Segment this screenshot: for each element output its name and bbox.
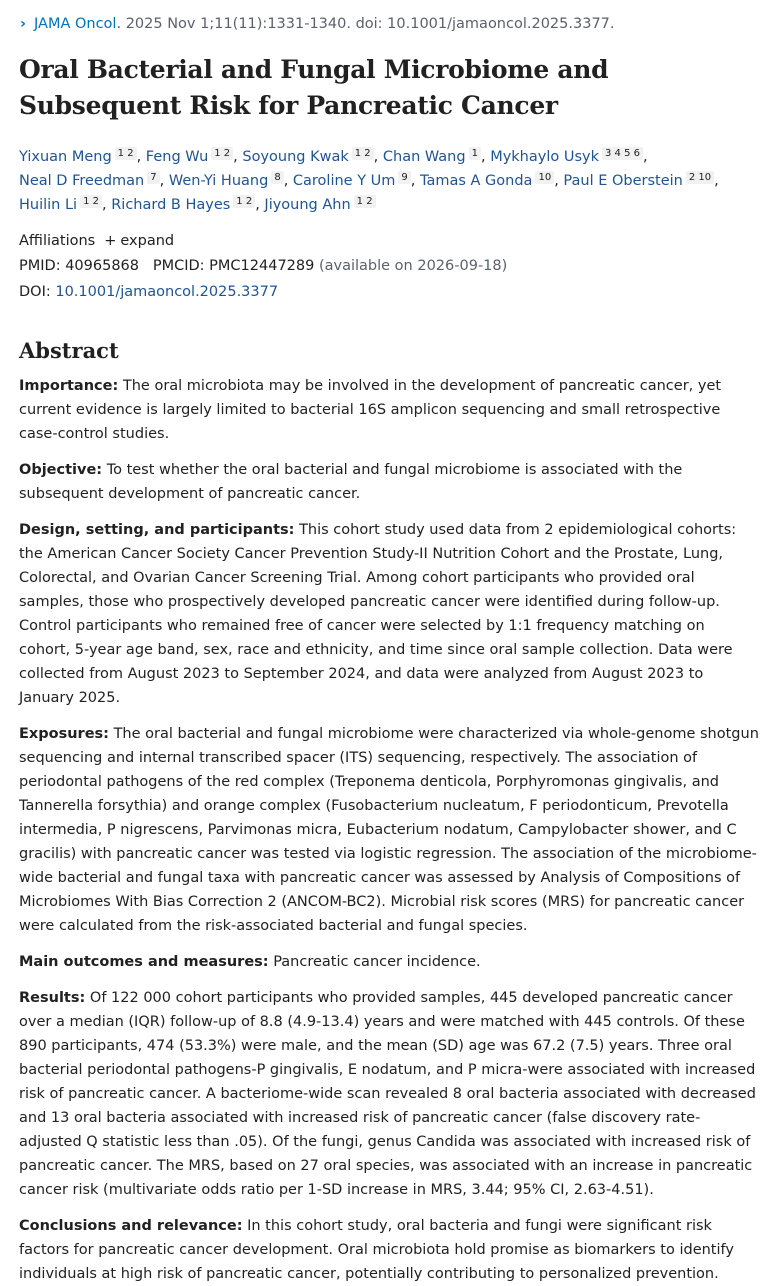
abstract-section — [19, 950, 759, 974]
section-text: The oral bacterial and fungal microbiome were characterized via whole-genome shotgun sequencing and internal transcribed spacer (ITS) sequencing, respectively. The association of periodontal pathogens of the red complex (Treponema denticola, Porphyromonas gingivalis, and Tannerella forsythia) and orange complex (Fusobacterium nucleatum, F periodonticum, Prevotella intermedia, P nigrescens, Parvimonas micra, Eubacterium nodatum, Campylobacter shower, and C gracilis) with pancreatic cancer was tested via logistic regression. The association of the microbiome-wide bacterial and fungal taxa with pancreatic cancer was assessed by Analysis of Compositions of Microbiomes With Bias Correction 2 (ANCOM-BC2). Microbial risk scores (MRS) for pancreatic cancer were calculated from the risk-associated bacterial and fungal species. — [19, 726, 759, 934]
author-link[interactable]: Huilin Li — [19, 197, 78, 213]
author: Paul E Oberstein 2 10 , — [563, 172, 719, 189]
abstract-section — [19, 722, 759, 938]
doi-line — [19, 279, 759, 305]
doi-label: DOI: — [19, 284, 51, 300]
author: Neal D Freedman 7 , — [19, 172, 169, 189]
abstract-heading: Abstract — [19, 338, 119, 363]
affiliation-number[interactable]: 1 2 — [115, 147, 137, 160]
author-link[interactable]: Jiyoung Ahn — [264, 197, 351, 213]
author: Feng Wu 1 2 , — [145, 148, 243, 165]
author-link[interactable]: Wen-Yi Huang — [168, 173, 269, 189]
identifiers — [19, 253, 759, 305]
plus-icon[interactable]: + — [104, 233, 117, 249]
section-text: This cohort study used data from 2 epidemiological cohorts: the American Cancer Society Cancer Prevention Study-II Nutrition Cohort and the Prostate, Lung, Colorectal, and Ovarian Cancer Screening Trial. Among cohort participants who provided oral samples, those who prospectively developed pancreatic cancer were identified during follow-up. Control participants who remained free of cancer were selected by 1:1 frequency matching on cohort, 5-year age band, sex, race and ethnicity, and time since oral sample collection. Data were collected from August 2023 to September 2024, and data were analyzed from August 2023 to January 2025. — [19, 522, 737, 706]
section-label: Main outcomes and measures: — [19, 954, 269, 970]
pmcid-label: PMCID: — [152, 258, 205, 274]
affiliation-number[interactable]: 1 2 — [354, 195, 376, 208]
section-label: Conclusions and relevance: — [19, 1218, 243, 1234]
abstract-section — [19, 1214, 759, 1286]
abstract-body — [19, 374, 759, 1286]
section-label: Importance: — [19, 378, 119, 394]
abstract-section — [19, 518, 759, 710]
section-text: To test whether the oral bacterial and fungal microbiome is associated with the subsequent development of pancreatic cancer. — [19, 462, 683, 502]
article-title: Oral Bacterial and Fungal Microbiome and Subsequent Risk for Pancreatic Cancer — [19, 55, 609, 120]
availability-note: (available on 2026-09-18) — [318, 258, 508, 274]
section-text: Pancreatic cancer incidence. — [273, 954, 481, 970]
author-link[interactable]: Yixuan Meng — [19, 149, 112, 165]
id-line — [19, 253, 759, 279]
author-link[interactable]: Caroline Y Um — [292, 173, 396, 189]
author: Soyoung Kwak 1 2 , — [242, 148, 383, 165]
section-label: Objective: — [19, 462, 103, 478]
author-link[interactable]: Paul E Oberstein — [563, 173, 683, 189]
affiliation-number[interactable]: 8 — [271, 171, 283, 184]
author: Tamas A Gonda 10 , — [420, 172, 564, 189]
section-text: Of 122 000 cohort participants who provided samples, 445 developed pancreatic cancer over a median (IQR) follow-up of 8.8 (4.9-13.4) years and were matched with 445 controls. Of these 890 participants, 474 (53.3%) were male, and the mean (SD) age was 67.2 (7.5) years. Three oral bacterial periodontal pathogens-P gingivalis, E nodatum, and P micra-were associated with increased risk of pancreatic cancer. A bacteriome-wide scan revealed 8 oral bacteria associated with decreased and 13 oral bacteria associated with increased risk of pancreatic cancer (false discovery rate-adjusted Q statistic less than .05). Of the fungi, genus Candida was associated with increased risk of pancreatic cancer. The MRS, based on 27 oral species, was associated with an increase in pancreatic cancer risk (multivariate odds ratio per 1-SD increase in MRS, 3.44; 95% CI, 2.63-4.51). — [19, 990, 756, 1198]
author: Caroline Y Um 9 , — [292, 172, 421, 189]
citation-details: 2025 Nov 1;11(11):1331-1340. doi: 10.1001/jamaoncol.2025.3377. — [125, 16, 615, 32]
affiliation-number[interactable]: 2 10 — [686, 171, 714, 184]
section-text: In this cohort study, oral bacteria and fungi were significant risk factors for pancreatic cancer development. Oral microbiota hold promise as biomarkers to identify individuals at high risk of pancreatic cancer, potentially contributing to personalized prevention. — [19, 1218, 734, 1282]
author-link[interactable]: Soyoung Kwak — [242, 149, 349, 165]
abstract-section — [19, 458, 759, 506]
author-link[interactable]: Feng Wu — [145, 149, 209, 165]
expand-label[interactable]: expand — [120, 233, 175, 249]
chevron-right-icon[interactable]: › — [20, 16, 26, 32]
affiliation-number[interactable]: 1 2 — [80, 195, 102, 208]
affiliation-number[interactable]: 10 — [535, 171, 554, 184]
doi-link[interactable]: 10.1001/jamaoncol.2025.3377 — [55, 284, 279, 300]
author: Mykhaylo Usyk 3 4 5 6 , — [490, 148, 648, 165]
author: Richard B Hayes 1 2 , — [111, 196, 265, 213]
affiliations-toggle[interactable] — [19, 229, 759, 253]
abstract-section — [19, 374, 759, 446]
section-label: Exposures: — [19, 726, 109, 742]
affiliation-number[interactable]: 1 2 — [352, 147, 374, 160]
author-link[interactable]: Chan Wang — [382, 149, 466, 165]
author — [264, 197, 375, 213]
section-text: The oral microbiota may be involved in the development of pancreatic cancer, yet current evidence is largely limited to bacterial 16S amplicon sequencing and small retrospective case-control studies. — [19, 378, 722, 442]
author-list — [19, 145, 759, 217]
abstract-section — [19, 986, 759, 1202]
affiliation-number[interactable]: 7 — [147, 171, 159, 184]
affiliation-number[interactable]: 1 — [469, 147, 481, 160]
author-link[interactable]: Tamas A Gonda — [420, 173, 533, 189]
pmcid-value: PMC12447289 — [209, 258, 315, 274]
author-link[interactable]: Richard B Hayes — [111, 197, 231, 213]
affiliations-label: Affiliations — [19, 233, 96, 249]
author: Chan Wang 1 , — [382, 148, 491, 165]
author: Huilin Li 1 2 , — [19, 196, 112, 213]
affiliation-number[interactable]: 3 4 5 6 — [602, 147, 643, 160]
journal-link[interactable]: JAMA Oncol. — [34, 16, 122, 32]
section-label: Results: — [19, 990, 86, 1006]
section-label: Design, setting, and participants: — [19, 522, 295, 538]
author-link[interactable]: Neal D Freedman — [19, 173, 145, 189]
author-link[interactable]: Mykhaylo Usyk — [490, 149, 599, 165]
affiliation-number[interactable]: 1 2 — [233, 195, 255, 208]
pmid-value: 40965868 — [65, 258, 140, 274]
citation-line — [19, 12, 759, 36]
author: Yixuan Meng 1 2 , — [19, 148, 146, 165]
pmid-label: PMID: — [19, 258, 61, 274]
affiliation-number[interactable]: 9 — [398, 171, 410, 184]
affiliation-number[interactable]: 1 2 — [211, 147, 233, 160]
author: Wen-Yi Huang 8 , — [168, 172, 293, 189]
